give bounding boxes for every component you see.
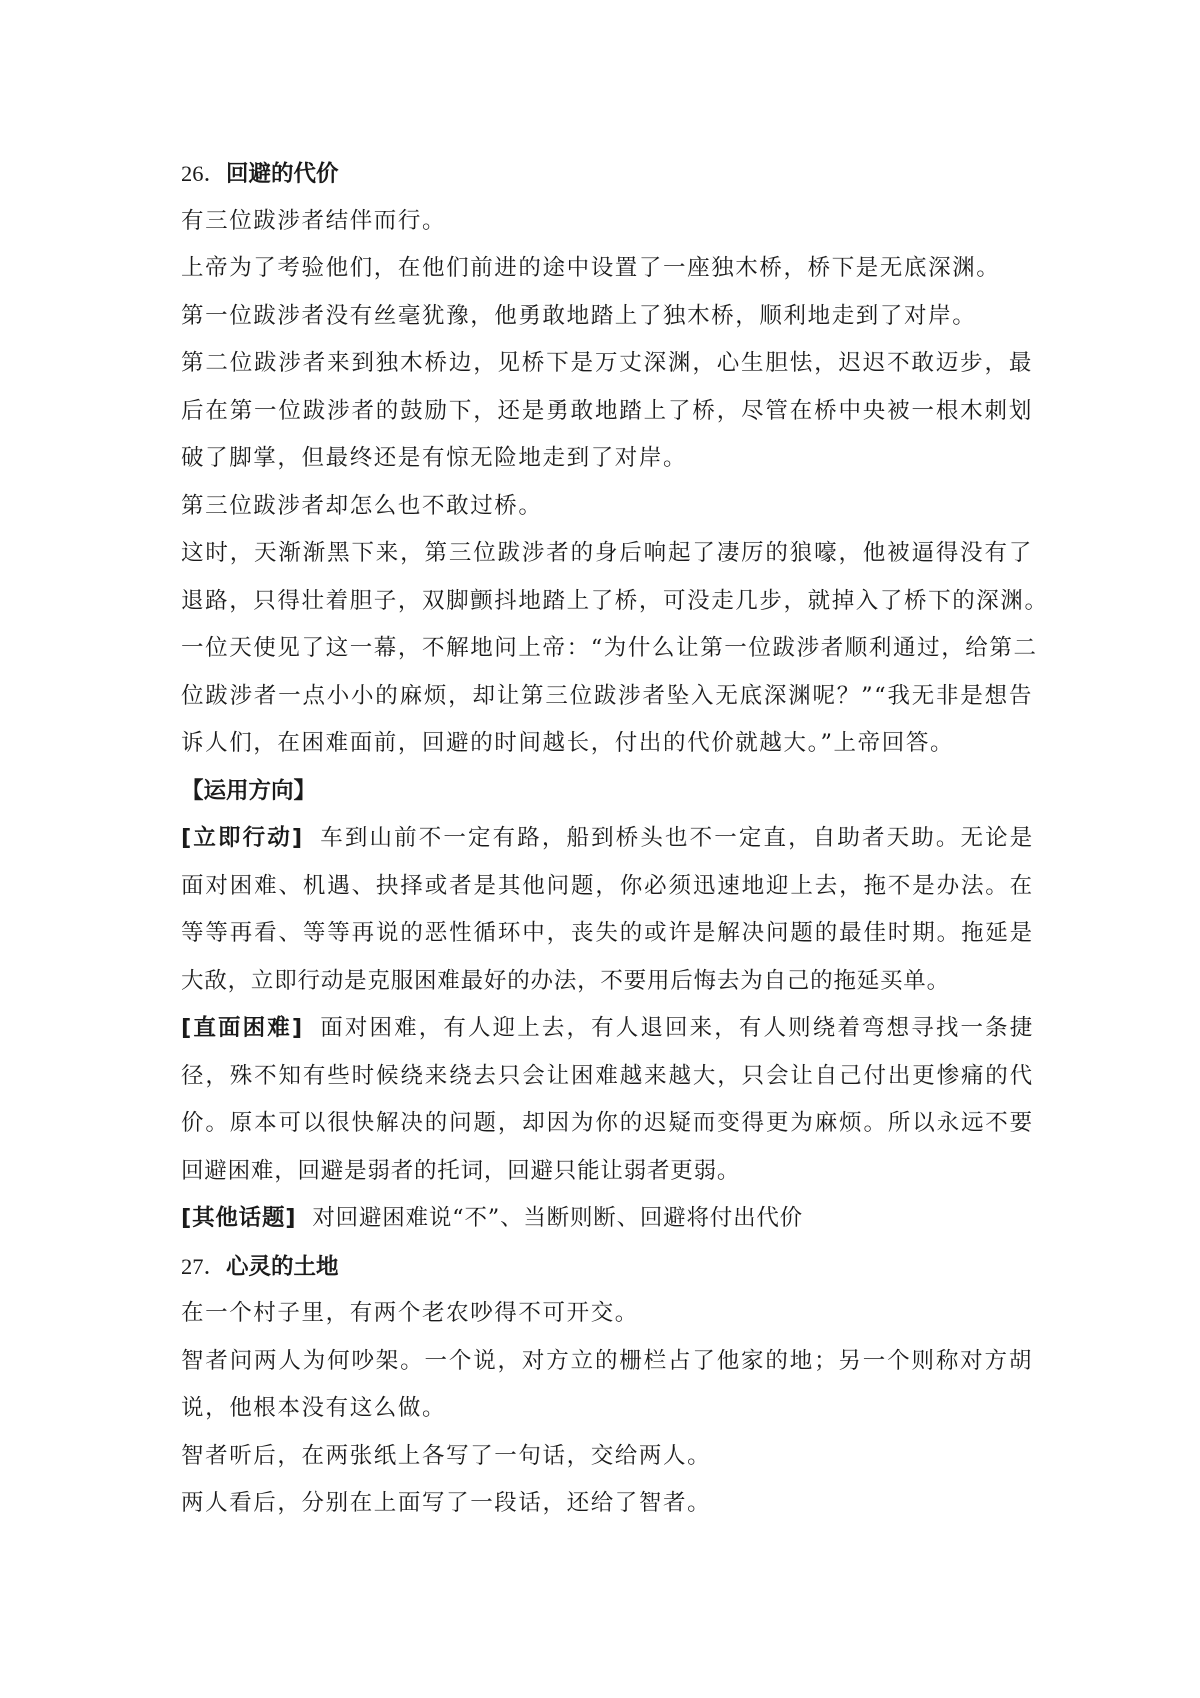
usage-item-line: 回避困难，回避是弱者的托词，回避只能让弱者更弱。 [181, 1157, 741, 1184]
story-line: 智者听后，在两张纸上各写了一句话，交给两人。 [181, 1442, 712, 1469]
section-title-text: 回避的代价 [226, 161, 339, 187]
section-title-text: 心灵的土地 [226, 1253, 339, 1280]
story-line: 第一位跋涉者没有丝毫犹豫，他勇敢地踏上了独木桥，顺利地走到了对岸。 [181, 302, 977, 329]
usage-item-line [181, 815, 1033, 863]
story-line: 有三位跋涉者结伴而行。 [181, 207, 447, 234]
story-line: 一位天使见了这一幕，不解地问上帝：“为什么让第一位跋涉者顺利通过，给第二 [181, 635, 1038, 661]
usage-tag: [直面困难] [181, 1015, 303, 1041]
story-line: 退路，只得壮着胆子，双脚颤抖地踏上了桥，可没走几步，就掉入了桥下的深渊。 [181, 587, 1049, 614]
usage-tag: [其他话题] [181, 1205, 297, 1231]
section-26 [181, 150, 1049, 1243]
usage-item-line [181, 1195, 1033, 1243]
story-line: 第二位跋涉者来到独木桥边，见桥下是万丈深渊，心生胆怯，迟迟不敢迈步，最 [181, 350, 1033, 376]
section-title [181, 150, 1033, 198]
usage-text: 车到山前不一定有路，船到桥头也不一定直，自助者天助。无论是 [318, 825, 1034, 851]
document-page [181, 150, 1049, 1528]
usage-item-line: 径，殊不知有些时候绕来绕去只会让困难越来越大，只会让自己付出更惨痛的代 [181, 1062, 1033, 1089]
story-line: 这时，天渐渐黑下来，第三位跋涉者的身后响起了凄厉的狼嚎，他被逼得没有了 [181, 540, 1033, 566]
story-line: 上帝为了考验他们，在他们前进的途中设置了一座独木桥，桥下是无底深渊。 [181, 255, 1001, 281]
story-line: 在一个村子里，有两个老农吵得不可开交。 [181, 1300, 639, 1326]
usage-text: 面对困难，有人迎上去，有人退回来，有人则绕着弯想寻找一条捷 [318, 1015, 1034, 1041]
story-line: 诉人们，在困难面前，回避的时间越长，付出的代价就越大。”上帝回答。 [181, 730, 955, 756]
usage-item-line [181, 1005, 1033, 1053]
usage-item-line: 价。原本可以很快解决的问题，却因为你的迟疑而变得更为麻烦。所以永远不要 [181, 1110, 1033, 1136]
story-line: 说，他根本没有这么做。 [181, 1395, 447, 1421]
usage-item-line: 等等再看、等等再说的恶性循环中，丧失的或许是解决问题的最佳时期。拖延是 [181, 920, 1033, 946]
usage-text: 对回避困难说“不”、当断则断、回避将付出代价 [312, 1205, 803, 1231]
story-line: 后在第一位跋涉者的鼓励下，还是勇敢地踏上了桥，尽管在桥中央被一根木刺划 [181, 397, 1033, 424]
story-line: 第三位跋涉者却怎么也不敢过桥。 [181, 492, 543, 519]
story-line: 破了脚掌，但最终还是有惊无险地走到了对岸。 [181, 445, 688, 471]
section-number: 27． [181, 1253, 227, 1279]
usage-tag: [立即行动] [181, 825, 303, 851]
section-27 [181, 1243, 1033, 1528]
section-number: 26． [181, 161, 227, 186]
usage-item-line: 面对困难、机遇、抉择或者是其他问题，你必须迅速地迎上去，拖不是办法。在 [181, 872, 1033, 899]
story-line: 两人看后，分别在上面写了一段话，还给了智者。 [181, 1490, 712, 1516]
story-line: 智者问两人为何吵架。一个说，对方立的栅栏占了他家的地；另一个则称对方胡 [181, 1347, 1033, 1374]
story-line: 位跋涉者一点小小的麻烦，却让第三位跋涉者坠入无底深渊呢？”“我无非是想告 [181, 682, 1033, 709]
usage-item-line: 大敌，立即行动是克服困难最好的办法，不要用后悔去为自己的拖延买单。 [181, 967, 950, 994]
section-title [181, 1243, 1033, 1291]
usage-heading: 【运用方向】 [181, 777, 317, 804]
